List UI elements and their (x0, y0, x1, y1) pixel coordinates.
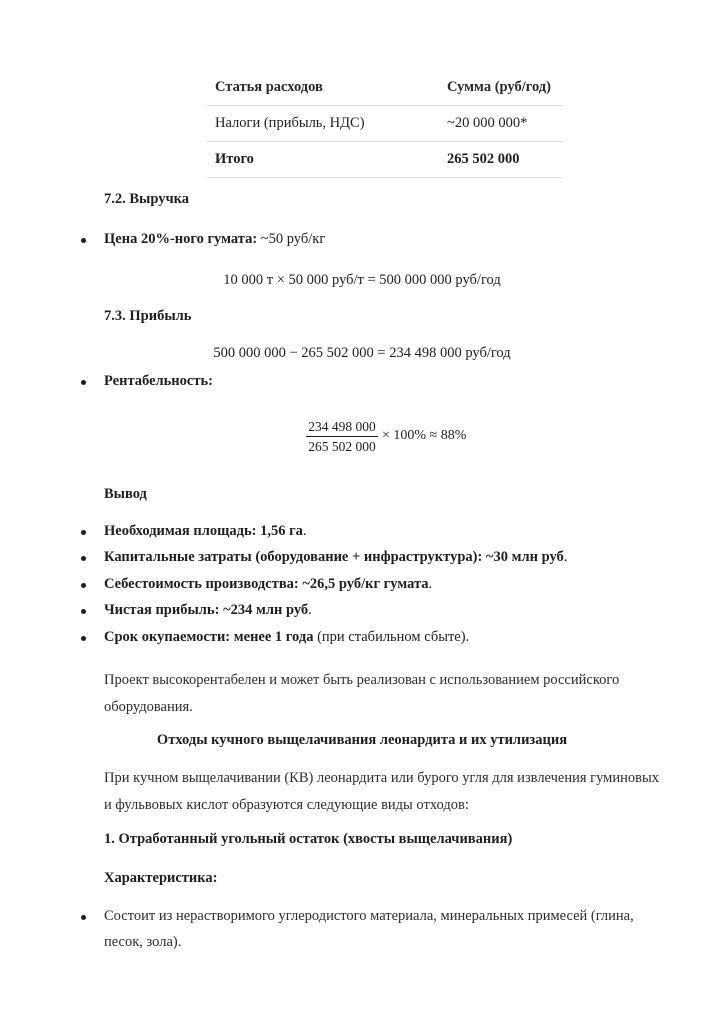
fraction-tail: × 100% ≈ 88% (382, 428, 467, 443)
table-cell-sum: 265 502 000 (447, 151, 520, 167)
fraction-numerator: 234 498 000 (308, 419, 376, 434)
table-cell-sum: ~20 000 000* (447, 115, 528, 131)
cost-table (207, 70, 563, 178)
bullet-value: ~30 млн руб (482, 549, 564, 565)
waste-title: Отходы кучного выщелачивания леонардита и их утилизация (156, 732, 568, 748)
table-header-row (207, 70, 563, 106)
bullet-label: Необходимая площадь: (104, 523, 257, 539)
table-row (207, 106, 563, 142)
list-item-composition-cont: песок, зола). (104, 934, 182, 950)
revenue-formula: 10 000 т × 50 000 руб/т = 500 000 000 руб/год (223, 272, 501, 288)
bullet-tail: . (428, 576, 433, 592)
bullet-value: ~234 млн руб (219, 602, 309, 618)
bullet-value: ~26,5 руб/кг гумата (298, 576, 429, 592)
section-heading-revenue: 7.2. Выручка (104, 191, 190, 207)
conclusion-paragraph-line2: оборудования. (104, 699, 193, 715)
list-item-profitability: Рентабельность: (104, 373, 213, 389)
waste-intro-line1: При кучном выщелачивании (КВ) леонардита или бурого угля для извлечения гуминовых (104, 770, 659, 786)
bullet-tail: . (308, 602, 312, 618)
bullet-value: менее 1 года (230, 629, 314, 645)
price-label: Цена 20%-ного гумата: (104, 231, 258, 247)
bullet-label: Чистая прибыль: (104, 602, 220, 618)
table-header-sum: Сумма (руб/год) (447, 79, 551, 95)
bullet-label: Срок окупаемости: (104, 629, 231, 645)
bullet-tail: . (563, 549, 568, 565)
fraction-bar (306, 436, 378, 437)
waste-subheading: 1. Отработанный угольный остаток (хвосты выщелачивания) (104, 831, 513, 847)
waste-intro-line2: и фульвовых кислот образуются следующие виды отходов: (104, 797, 469, 813)
list-item (104, 576, 432, 593)
profit-formula: 500 000 000 − 265 502 000 = 234 498 000 руб/год (213, 345, 511, 361)
bullet-label: Себестоимость производства: (104, 576, 299, 592)
list-item (104, 549, 567, 566)
fraction-denominator: 265 502 000 (308, 439, 376, 454)
section-heading-profit: 7.3. Прибыль (104, 308, 192, 324)
list-item-price (104, 231, 325, 248)
list-item (104, 523, 307, 540)
conclusion-heading: Вывод (104, 486, 147, 502)
table-cell-item: Итого (215, 151, 254, 167)
price-value: ~50 руб/кг (257, 231, 326, 247)
table-cell-item: Налоги (прибыль, НДС) (215, 115, 365, 131)
conclusion-paragraph-line1: Проект высокорентабелен и может быть реализован с использованием российского (104, 672, 620, 688)
bullet-tail: . (302, 523, 307, 539)
list-item (104, 629, 469, 646)
profitability-fraction (306, 418, 378, 455)
table-header-item: Статья расходов (215, 79, 323, 95)
bullet-label: Капитальные затраты (оборудование + инфраструктура): (104, 549, 483, 565)
bullet-tail: (при стабильном сбыте). (313, 629, 470, 645)
list-item-composition: Состоит из нерастворимого углеродистого материала, минеральных примесей (глина, (104, 908, 634, 924)
list-item (104, 602, 312, 619)
table-row-total (207, 142, 563, 178)
bullet-value: 1,56 га (256, 523, 303, 539)
characteristics-heading: Характеристика: (104, 870, 218, 886)
